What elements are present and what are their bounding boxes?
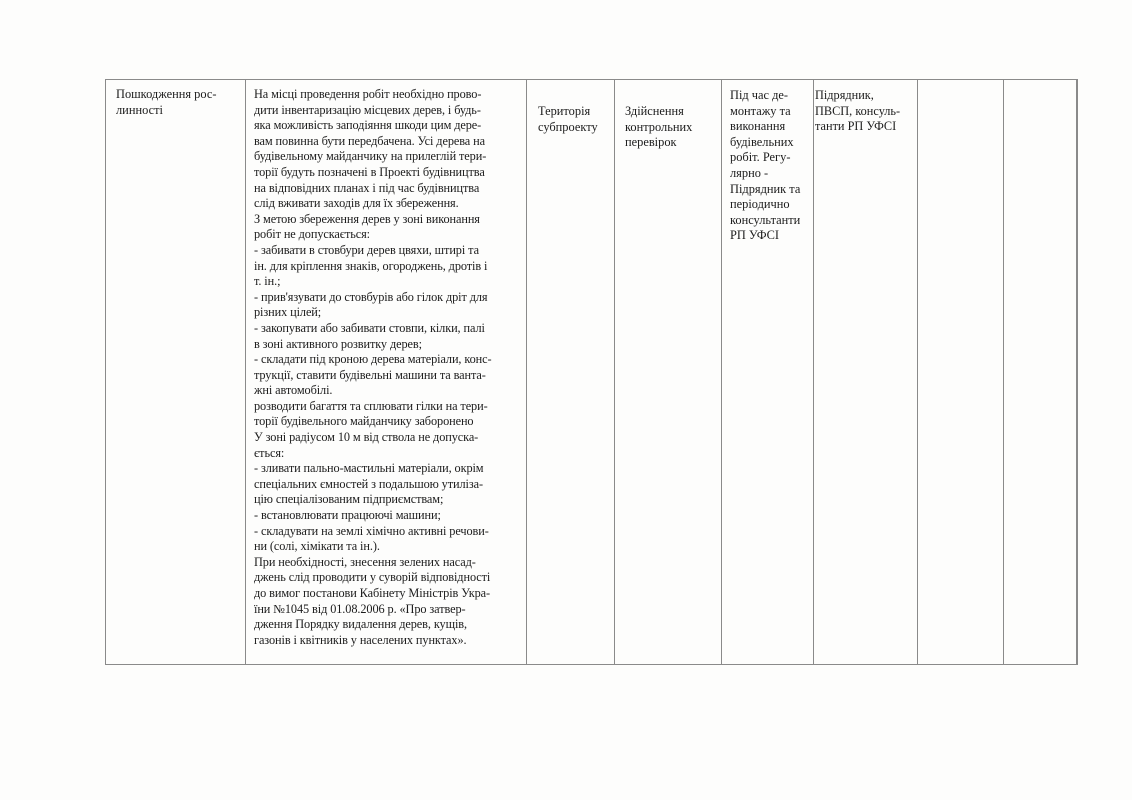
cell-text-line: У зоні радіусом 10 м від ствола не допуска- [254, 430, 479, 445]
responsible-cell [814, 80, 918, 665]
table-row [106, 80, 1078, 665]
cell-text-line: робіт. Регу- [730, 150, 791, 165]
cell-text-line: Підрядник та [730, 181, 801, 196]
cell-text-line: на відповідних планах і під час будівництва [254, 180, 480, 195]
cell-text-line: трукції, ставити будівельні машини та ванта- [254, 367, 486, 382]
cell-text-line: в зоні активного розвитку дерев; [254, 336, 422, 351]
location-cell [527, 80, 615, 665]
cell-text-line: Підрядник, [815, 88, 874, 102]
cell-text-line: розводити багаття та сплювати гілки на тери- [254, 398, 488, 413]
cell-text-line: перевірок [625, 135, 677, 150]
frequency-cell [722, 80, 814, 665]
cell-text-line: робіт не допускається: [254, 227, 370, 242]
cell-text-line: їни №1045 від 01.08.2006 р. «Про затвер- [254, 601, 466, 616]
impact-cell [106, 80, 246, 665]
cell-text-line: до вимог постанови Кабінету Міністрів Укра- [254, 586, 490, 600]
cell-text-line: На місці проведення робіт необхідно прово- [254, 87, 482, 101]
cell-text-line: жні автомобілі. [254, 383, 333, 398]
cell-text-line: - складати під кроною дерева матеріали, конс- [254, 352, 492, 367]
cell-text-line: - зливати пально-мастильні матеріали, окрім [254, 461, 484, 476]
cell-text-line: Територія [538, 104, 591, 118]
cell-text-line: ється: [254, 445, 285, 460]
cell-text-line: торії будуть позначені в Проекті будівництва [254, 164, 485, 179]
empty-cell-7 [918, 80, 1004, 665]
mitigation-measures-cell [246, 80, 527, 665]
cell-text-line: виконання [730, 119, 786, 134]
cell-text-line: Пошкодження рос- [116, 87, 217, 101]
cell-text-line: дити інвентаризацію місцевих дерев, і будь- [254, 102, 481, 117]
cell-text-line: - складувати на землі хімічно активні речови- [254, 523, 489, 538]
cell-text-line: слід вживати заходів для їх збереження. [254, 196, 459, 211]
cell-text-line: цію спеціалізованим підприємствам; [254, 492, 444, 507]
empty-cell-9 [1077, 80, 1078, 665]
cell-text-line: періодично [730, 197, 790, 212]
cell-text-line: лярно - [730, 165, 769, 180]
cell-text-line: т. ін.; [254, 274, 281, 289]
cell-text-line: - прив'язувати до стовбурів або гілок дріт для [254, 289, 488, 304]
empty-cell-8 [1004, 80, 1077, 665]
cell-text-line: спеціальних ємностей з подальшою утиліза- [254, 476, 483, 491]
cell-text-line: ін. для кріплення знаків, огороджень, дротів і [254, 258, 488, 273]
cell-text-line: При необхідності, знесення зелених насад- [254, 554, 476, 569]
cell-text-line: газонів і квітників у населених пунктах». [254, 632, 467, 647]
cell-text-line: торії будівельного майданчику заборонено [254, 414, 474, 429]
cell-text-line: - закопувати або забивати стовпи, кілки, палі [254, 320, 485, 335]
cell-text-line: контрольних [625, 119, 693, 134]
cell-text-line: дження Порядку видалення дерев, кущів, [254, 617, 467, 632]
monitoring-cell [615, 80, 722, 665]
cell-text-line: консультанти [730, 212, 801, 227]
cell-text-line: будівельному майданчику на прилеглій тери- [254, 149, 487, 164]
cell-text-line: Під час де- [730, 88, 789, 102]
cell-text-line: вам повинна бути передбачена. Усі дерева на [254, 133, 485, 148]
cell-text-line: - забивати в стовбури дерев цвяхи, штирі та [254, 242, 479, 257]
cell-text-line: ни (солі, хімікати та ін.). [254, 539, 380, 554]
cell-text-line: джень слід проводити у суворій відповідності [254, 570, 491, 585]
cell-text-line: - встановлювати працюючі машини; [254, 508, 441, 523]
cell-text-line: Здійснення [625, 104, 684, 118]
cell-text-line: яка можливість заподіяння шкоди цим дере- [254, 118, 482, 133]
cell-text-line: линності [116, 102, 163, 117]
cell-text-line: монтажу та [730, 103, 791, 118]
environmental-management-table [105, 79, 1078, 665]
cell-text-line: різних цілей; [254, 305, 322, 320]
cell-text-line: будівельних [730, 134, 794, 149]
cell-text-line: ПВСП, консуль- [815, 103, 901, 118]
cell-text-line: РП УФСІ [730, 228, 779, 243]
cell-text-line: субпроекту [538, 119, 598, 134]
cell-text-line: танти РП УФСІ [815, 119, 897, 134]
cell-text-line: З метою збереження дерев у зоні виконання [254, 211, 480, 226]
